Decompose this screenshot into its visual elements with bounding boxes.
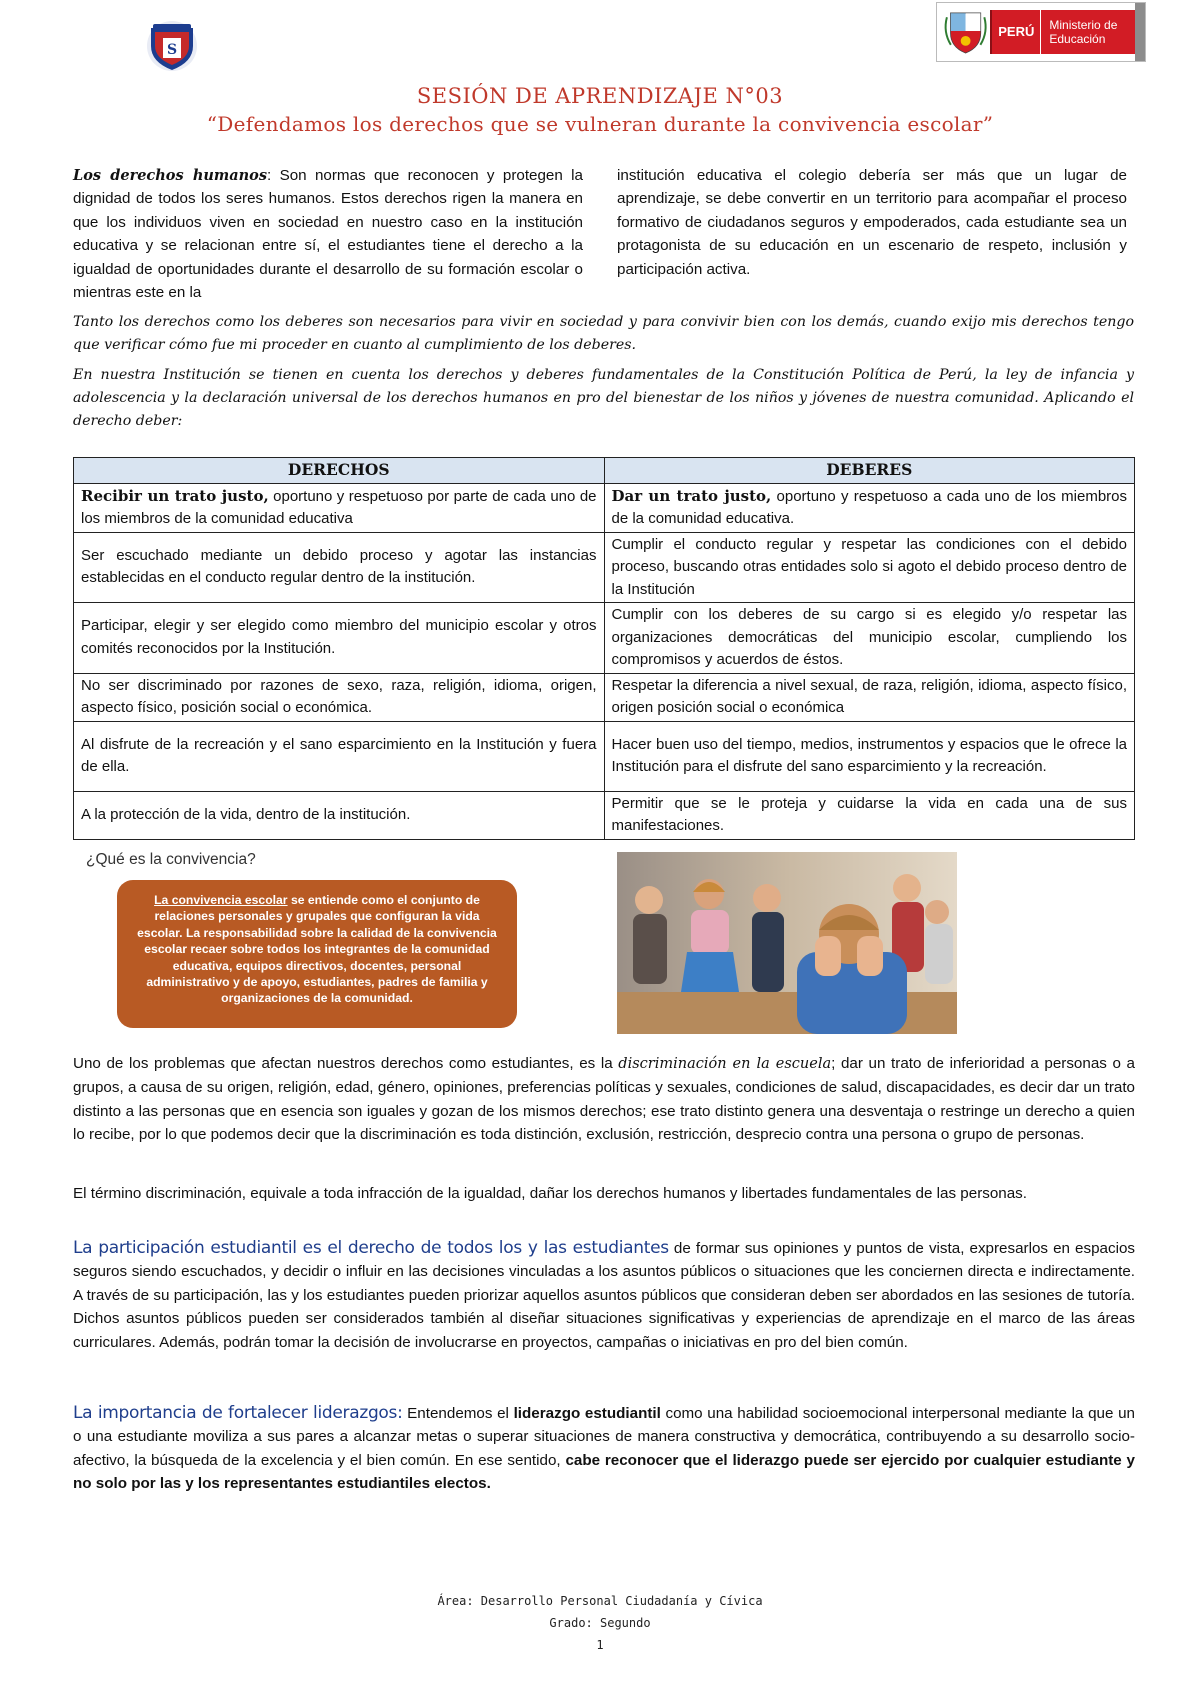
convivencia-box-text: se entiende como el conjunto de relaciones personales y grupales que configuran la vida escolar. La responsabilidad sobre la calidad de la convivencia escolar recaer sobre todos los integrantes de la comunidad educativa, equipos directivos, docentes, personal administrativo y de apoyo, estudiantes, padres de familia y organizaciones de la comunidad. [137,893,497,1006]
table-row [74,673,1135,721]
p1-text-a: Uno de los problemas que afectan nuestros derechos como estudiantes, es la [73,1055,619,1072]
deber-text: Cumplir con los deberes de su cargo si es elegido y/o respetar las organizaciones democráticas del municipio escolar, cumpliendo los compromisos y acuerdos de éstos. [611,606,1127,668]
deber-cell [604,483,1135,532]
p1-text-b: ; dar un trato de inferioridad a personas o a grupos, a causa de su origen, religión, edad, género, opiniones, preferencias políticas y sexuales, condiciones de salud, discapacidades, es decir dar un trato distinto a las personas que en esencia son iguales y gozan de los mismos derechos; ese trato distinto genera una desventaja o restringe un derecho a quien lo recibe, por lo que podemos decir que la discriminación es toda distinción, exclusión, restricción, desprecio contra una persona o grupo de personas. [73,1055,1135,1144]
derecho-bold: Recibir un trato justo, [81,486,269,505]
convivencia-question: ¿Qué es la convivencia? [86,851,256,868]
participacion-heading: La participación estudiantil es el derecho de todos los y las estudiantes [73,1238,669,1258]
session-subtitle: “Defendamos los derechos que se vulneran durante la convivencia escolar” [206,112,994,136]
bullying-children-photo [617,852,957,1034]
deber-cell [604,532,1135,603]
intro-left-column [73,164,583,304]
paragraph-liderazgo [73,1402,1135,1496]
peru-label: PERÚ [990,10,1040,54]
intro-lead: Los derechos humanos [73,167,268,184]
p4-bold-2: cabe reconocer que el liderazgo puede ser ejercido por cualquier estudiante y no solo por las y los representantes estudiantiles electos. [73,1451,1136,1493]
minedu-logo [936,2,1146,62]
convivencia-box-lead: La convivencia escolar [154,893,288,907]
intro-right-column [617,164,1127,281]
derecho-cell [74,721,605,791]
p1-emphasis: discriminación en la escuela [618,1056,832,1072]
p4-text-a: Entendemos el [402,1405,514,1422]
paragraph-discriminacion [73,1052,1135,1147]
footer-area: Área: Desarrollo Personal Ciudadanía y Cívica [437,1594,763,1608]
p4-text-b: como una habilidad socioemocional interpersonal mediante la que un o una estudiante moviliza a sus pares a alcanzar metas o superar situaciones de manera constructiva y democrática, contribuyendo a su desarrollo socio-afectivo, la búsqueda de la excelencia y el bien común. En ese sentido, [73,1405,1135,1469]
svg-text:S: S [166,42,178,58]
derecho-text: Ser escuchado mediante un debido proceso y agotar las instancias establecidas en el conducto regular dentro de la institución. [81,546,597,587]
derecho-cell [74,532,605,603]
school-shield-icon [143,20,201,72]
table-header-row [74,458,1135,484]
intro-left-text: : Son normas que reconocen y protegen la dignidad de todos los seres humanos. Estos derechos rigen la manera en que los individuos viven en sociedad en nuestro caso en la institución educativa y se relacionan entre sí, el estudiantes tiene el derecho a la igualdad de oportunidades durante el desarrollo de su formación escolar o mientras este en la [73,167,583,302]
deber-cell [604,721,1135,791]
rights-duties-table [73,457,1135,840]
derecho-cell [74,483,605,532]
logo-strip [1135,3,1145,61]
deber-cell [604,603,1135,674]
paragraph-termino: El término discriminación, equivale a toda infracción de la igualdad, dañar los derechos humanos y libertades fundamentales de las personas. [73,1185,1027,1202]
convivencia-definition-box [117,880,517,1028]
p3-text: de formar sus opiniones y puntos de vista, expresarlos en espacios seguros siendo escuchados, y decidir o influir en las decisiones vinculadas a los asuntos públicos o situaciones que les conciernen directa e indirectamente. A través de su participación, las y los estudiantes pueden priorizar aquellos asuntos públicos que consideran deben ser abordados en las sesiones de tutoría. Dichos asuntos públicos pueden ser considerados también al diseñar situaciones significativas y experiencias de aprendizaje en el marco de las áreas curriculares. Además, podrán tomar la decisión de involucrarse en proyectos, campañas o iniciativas en pro del bien común. [73,1240,1135,1351]
derecho-cell [74,603,605,674]
deber-bold: Dar un trato justo, [611,486,772,505]
column-header-derechos: DERECHOS [74,458,605,484]
deber-text: Hacer buen uso del tiempo, medios, instrumentos y espacios que le ofrece la Institución para el disfrute del sano esparcimiento y la recreación. [611,735,1127,775]
ministry-label: Ministerio de Educación [1040,10,1135,54]
table-row [74,721,1135,791]
session-title: SESIÓN DE APRENDIZAJE N°03 [416,84,784,108]
deber-cell [604,791,1135,839]
deber-text: Permitir que se le proteja y cuidarse la vida en cada una de sus manifestaciones. [611,794,1127,834]
column-header-deberes: DEBERES [604,458,1135,484]
peru-coat-of-arms-icon [941,7,990,57]
footer-grade: Grado: Segundo [549,1616,651,1630]
table-row [74,532,1135,603]
derecho-text: No ser discriminado por razones de sexo, raza, religión, idioma, origen, aspecto físico, posición social o económica. [81,676,597,716]
derecho-text: Participar, elegir y ser elegido como miembro del municipio escolar y otros comités reconocidos por la Institución. [81,617,597,657]
derecho-text: A la protección de la vida, dentro de la institución. [81,805,411,823]
italic-paragraph-1: Tanto los derechos como los deberes son necesarios para vivir en sociedad y para convivir bien con los demás, cuando exijo mis derechos tengo que verificar cómo fue mi proceder en cuanto al cumplimiento de los deberes. [73,314,1134,353]
table-row [74,483,1135,532]
paragraph-participacion [73,1237,1135,1354]
liderazgo-heading: La importancia de fortalecer liderazgos: [73,1403,403,1423]
deber-cell [604,673,1135,721]
derecho-text: oportuno y respetuoso por parte de cada uno de los miembros de la comunidad educativa [81,487,597,527]
intro-right-text: institución educativa el colegio debería ser más que un lugar de aprendizaje, se debe convertir en un territorio para acompañar el proceso formativo de ciudadanos seguros y empoderados, cada estudiante sea un protagonista de su educación en un escenario de respeto, inclusión y participación activa. [617,167,1127,278]
table-row [74,791,1135,839]
table-row [74,603,1135,674]
derecho-cell [74,791,605,839]
deber-text: Cumplir el conducto regular y respetar las condiciones con el debido proceso, buscando otras entidades solo si agoto el debido proceso dentro de la Institución [611,535,1127,598]
derecho-text: Al disfrute de la recreación y el sano esparcimiento en la Institución y fuera de ella. [81,735,597,775]
italic-paragraph-2: En nuestra Institución se tienen en cuenta los derechos y deberes fundamentales de la Constitución Política de Perú, la ley de infancia y adolescencia y la declaración universal de los derechos humanos en pro del bienestar de los niños y jóvenes de nuestra comunidad. Aplicando el derecho deber: [73,367,1134,429]
derecho-cell [74,673,605,721]
deber-text: oportuno y respetuoso a cada uno de los miembros de la comunidad educativa. [611,487,1127,527]
deber-text: Respetar la diferencia a nivel sexual, de raza, religión, idioma, aspecto físico, origen posición social o económica [611,676,1127,716]
page-number: 1 [596,1638,604,1652]
p4-bold-1: liderazgo estudiantil [513,1405,661,1422]
